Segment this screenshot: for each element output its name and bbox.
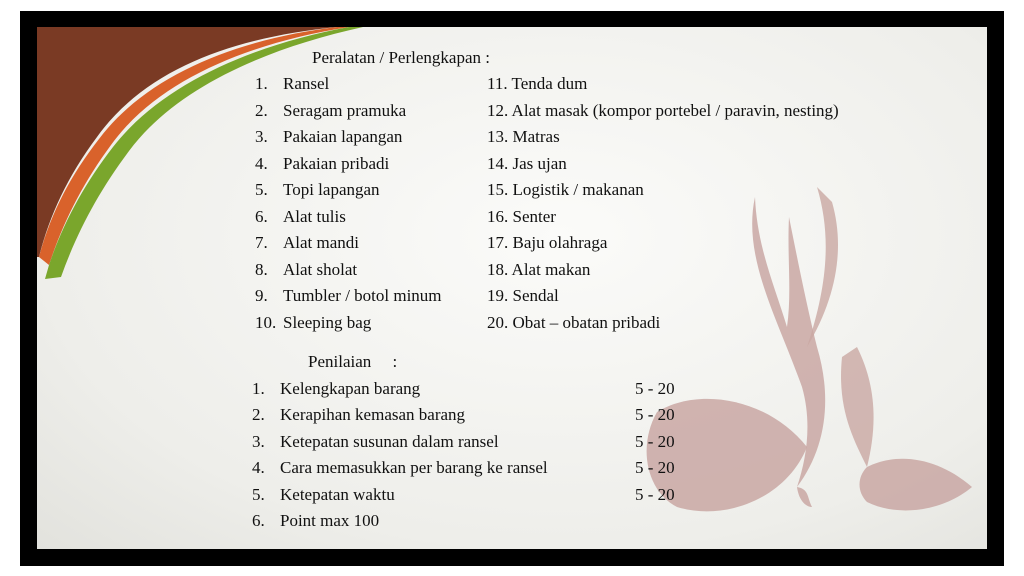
item-label: Ransel <box>283 74 330 93</box>
list-item <box>255 233 359 253</box>
list-item <box>255 260 357 280</box>
item-number: 6. <box>255 207 268 226</box>
item-label: Alat sholat <box>283 260 358 279</box>
item-label: Tumbler / botol minum <box>283 286 442 305</box>
item-label: Pakaian lapangan <box>283 127 403 146</box>
list-item <box>255 180 380 200</box>
list-item: 18. Alat makan <box>487 260 591 279</box>
item-number: 10. <box>255 313 277 332</box>
list-item <box>252 485 395 505</box>
item-number: 1. <box>255 74 268 93</box>
list-item <box>255 127 402 147</box>
list-item <box>255 286 442 306</box>
item-label: Topi lapangan <box>283 180 380 199</box>
score-value: 5 - 20 <box>635 379 675 398</box>
list-item: 14. Jas ujan <box>487 154 567 173</box>
score-value: 5 - 20 <box>635 458 675 477</box>
list-item <box>255 101 406 121</box>
item-label: Alat mandi <box>283 233 360 252</box>
item-number: 5. <box>252 485 265 504</box>
item-label: Sleeping bag <box>283 313 372 332</box>
item-number: 4. <box>252 458 265 477</box>
item-number: 3. <box>255 127 268 146</box>
list-item <box>252 405 465 425</box>
list-item <box>252 432 499 452</box>
assessment-heading: Penilaian : <box>308 352 398 371</box>
score-value: 5 - 20 <box>635 485 675 504</box>
item-number: 3. <box>252 432 265 451</box>
item-number: 1. <box>252 379 265 398</box>
item-number: 2. <box>255 101 268 120</box>
item-label: Kerapihan kemasan barang <box>280 405 466 424</box>
score-value: 5 - 20 <box>635 432 675 451</box>
item-number: 7. <box>255 233 268 252</box>
list-item: 17. Baju olahraga <box>487 233 608 252</box>
item-label: Ketepatan waktu <box>280 485 395 504</box>
list-item: 19. Sendal <box>487 286 559 305</box>
item-label: Point max 100 <box>280 511 380 530</box>
item-label: Seragam pramuka <box>283 101 407 120</box>
item-number: 9. <box>255 286 268 305</box>
item-number: 8. <box>255 260 268 279</box>
list-item: 16. Senter <box>487 207 556 226</box>
list-item: 13. Matras <box>487 127 560 146</box>
list-item <box>255 207 346 227</box>
item-number: 4. <box>255 154 268 173</box>
item-label: Kelengkapan barang <box>280 379 421 398</box>
list-item: 15. Logistik / makanan <box>487 180 644 199</box>
item-number: 6. <box>252 511 265 530</box>
item-number: 2. <box>252 405 265 424</box>
list-item <box>255 154 389 174</box>
score-value: 5 - 20 <box>635 405 675 424</box>
list-item: 20. Obat – obatan pribadi <box>487 313 661 332</box>
item-label: Pakaian pribadi <box>283 154 390 173</box>
list-item <box>255 313 371 333</box>
list-item <box>252 511 379 531</box>
item-number: 5. <box>255 180 268 199</box>
list-item: 12. Alat masak (kompor portebel / paravin, nesting) <box>487 101 839 120</box>
list-item <box>252 379 420 399</box>
list-item: 11. Tenda dum <box>487 74 588 93</box>
list-item <box>255 74 329 94</box>
equipment-heading: Peralatan / Perlengkapan : <box>312 48 490 67</box>
item-label: Cara memasukkan per barang ke ransel <box>280 458 548 477</box>
item-label: Alat tulis <box>283 207 346 226</box>
list-item <box>252 458 548 478</box>
item-label: Ketepatan susunan dalam ransel <box>280 432 499 451</box>
